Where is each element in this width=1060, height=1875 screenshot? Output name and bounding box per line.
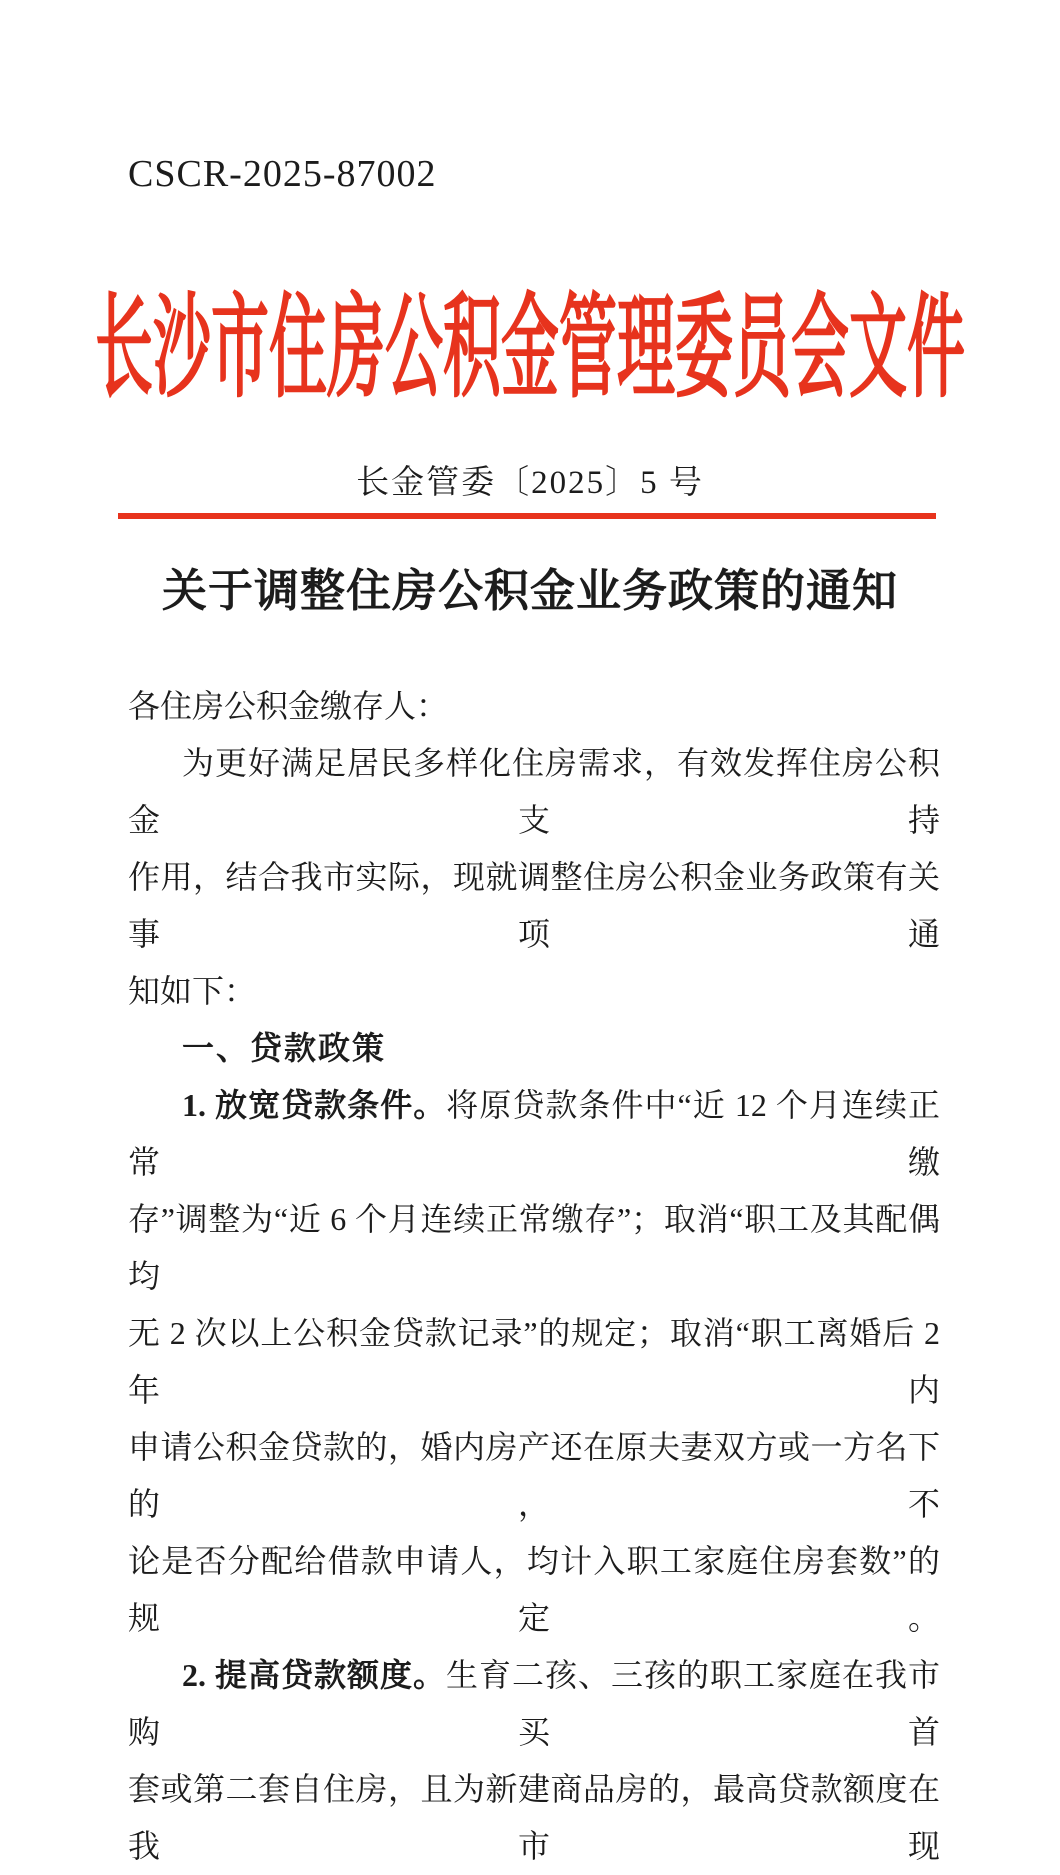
text-run: 为更好满足居民多样化住房需求，有效发挥住房公积金支持 xyxy=(128,745,940,838)
body-line xyxy=(128,1647,940,1761)
bold-clause-label: 1. 放宽贷款条件。 xyxy=(182,1087,447,1123)
body-line xyxy=(128,849,940,963)
text-run: 存”调整为“近 6 个月连续正常缴存”；取消“职工及其配偶均 xyxy=(128,1201,940,1294)
body-line xyxy=(128,678,940,735)
body-line xyxy=(128,1419,940,1533)
text-run: 无 2 次以上公积金贷款记录”的规定；取消“职工离婚后 2 年内 xyxy=(128,1315,940,1408)
text-run: 套或第二套自住房，且为新建商品房的，最高贷款额度在我市现 xyxy=(128,1771,940,1864)
body-line xyxy=(128,1020,940,1077)
text-run: 申请公积金贷款的，婚内房产还在原夫妻双方或一方名下的，不 xyxy=(128,1429,940,1522)
document-body xyxy=(128,678,940,1875)
text-run: 知如下： xyxy=(128,973,257,1009)
body-line xyxy=(128,1191,940,1305)
text-run: 论是否分配给借款申请人，均计入职工家庭住房套数”的规定。 xyxy=(128,1543,940,1636)
text-run: 各住房公积金缴存人： xyxy=(128,688,449,724)
notice-title: 关于调整住房公积金业务政策的通知 xyxy=(161,566,898,616)
section-heading: 一、贷款政策 xyxy=(182,1030,387,1066)
red-divider-line xyxy=(118,513,936,519)
body-line xyxy=(128,1533,940,1647)
body-line xyxy=(128,1761,940,1875)
document-number: 长金管委〔2025〕5 号 xyxy=(356,465,704,501)
body-line xyxy=(128,735,940,849)
red-header-title: 长沙市住房公积金管理委员会文件 xyxy=(94,285,965,412)
body-line xyxy=(128,1077,940,1191)
text-run: 作用，结合我市实际，现就调整住房公积金业务政策有关事项通 xyxy=(128,859,940,952)
body-line xyxy=(128,1305,940,1419)
text-run: 生育二孩、三孩的职工家庭在我市购买首 xyxy=(128,1657,940,1750)
bold-clause-label: 2. 提高贷款额度。 xyxy=(182,1657,446,1693)
text-run: 将原贷款条件中“近 12 个月连续正常缴 xyxy=(128,1087,940,1180)
body-line xyxy=(128,963,940,1020)
document-reference-code: CSCR-2025-87002 xyxy=(128,153,437,195)
